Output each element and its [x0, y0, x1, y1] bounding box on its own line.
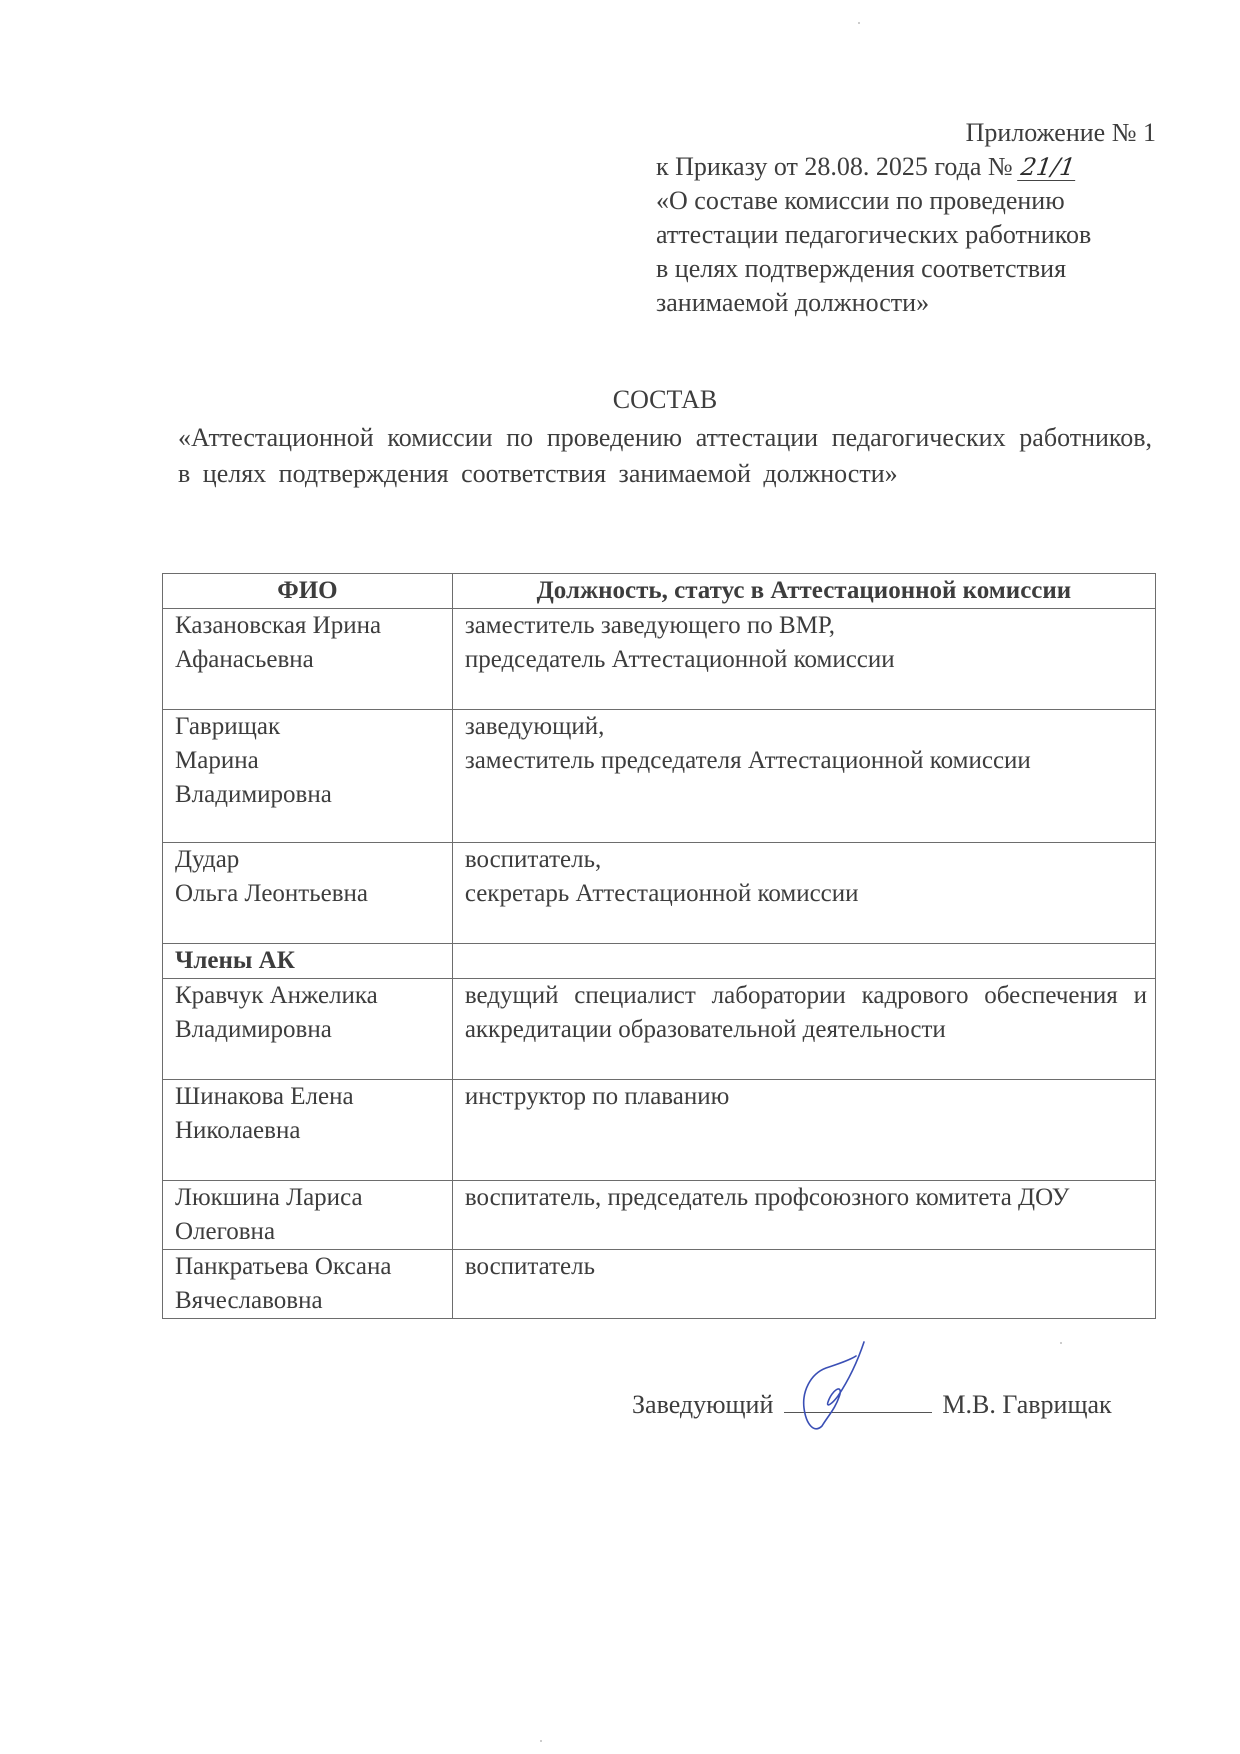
- table-row: [163, 1181, 1156, 1250]
- order-reference: [656, 150, 1156, 184]
- order-date-text: к Приказу от 28.08. 2025 года №: [656, 152, 1013, 181]
- order-title-line-1: «О составе комиссии по проведению: [656, 186, 1065, 215]
- handwritten-signature-icon: [792, 1338, 882, 1438]
- scan-speck: [1060, 1342, 1062, 1344]
- cell-position: воспитатель: [452, 1250, 1155, 1319]
- cell-position: ведущий специалист лаборатории кадрового обеспечения и аккредитации образовательной деятельности: [452, 979, 1155, 1080]
- table-header-row: [163, 574, 1156, 609]
- scan-speck: [858, 22, 860, 24]
- header-fio: ФИО: [163, 574, 453, 609]
- header-position: Должность, статус в Аттестационной комиссии: [452, 574, 1155, 609]
- order-title-line-2: аттестации педагогических работников: [656, 220, 1092, 249]
- table-row: [163, 710, 1156, 843]
- cell-name: Панкратьева Оксана Вячеславовна: [163, 1250, 453, 1319]
- table-row: [163, 843, 1156, 944]
- cell-position: заместитель заведующего по ВМР, председатель Аттестационной комиссии: [452, 609, 1155, 710]
- order-title-line-4: занимаемой должности»: [656, 288, 930, 317]
- section-label: Члены АК: [163, 944, 453, 979]
- cell-position: инструктор по плаванию: [452, 1080, 1155, 1181]
- title-subtitle: «Аттестационной комиссии по проведению аттестации педагогических работников, в целях подтверждения соответствия занимаемой должности»: [178, 423, 1152, 488]
- cell-position: заведующий, заместитель председателя Аттестационной комиссии: [452, 710, 1155, 843]
- cell-name: Кравчук Анжелика Владимировна: [163, 979, 453, 1080]
- signature-block: [632, 1386, 1112, 1422]
- document-title: [178, 382, 1152, 492]
- cell-name: Гаврищак Марина Владимировна: [163, 710, 453, 843]
- signatory-name: М.В. Гаврищак: [942, 1390, 1112, 1419]
- cell-name: Люкшина Лариса Олеговна: [163, 1181, 453, 1250]
- appendix-header: [656, 116, 1156, 320]
- cell-position: воспитатель, секретарь Аттестационной комиссии: [452, 843, 1155, 944]
- order-title-line-3: в целях подтверждения соответствия: [656, 254, 1067, 283]
- table-row: [163, 979, 1156, 1080]
- signature-line: [784, 1386, 932, 1413]
- commission-table: [162, 573, 1156, 1319]
- table-row: [163, 1080, 1156, 1181]
- order-number-handwritten: 21/1: [1019, 153, 1078, 181]
- cell-name: Дудар Ольга Леонтьевна: [163, 843, 453, 944]
- cell-name: Шинакова Елена Николаевна: [163, 1080, 453, 1181]
- title-heading: СОСТАВ: [612, 385, 718, 414]
- cell-name: Казановская Ирина Афанасьевна: [163, 609, 453, 710]
- table-row: [163, 609, 1156, 710]
- table-row: [163, 1250, 1156, 1319]
- cell-position: воспитатель, председатель профсоюзного комитета ДОУ: [452, 1181, 1155, 1250]
- members-section-row: [163, 944, 1156, 979]
- section-empty-cell: [452, 944, 1155, 979]
- signatory-role: Заведующий: [632, 1390, 774, 1419]
- appendix-number: Приложение № 1: [965, 118, 1156, 147]
- signature-stroke: [804, 1342, 864, 1429]
- scan-speck: [540, 1740, 542, 1742]
